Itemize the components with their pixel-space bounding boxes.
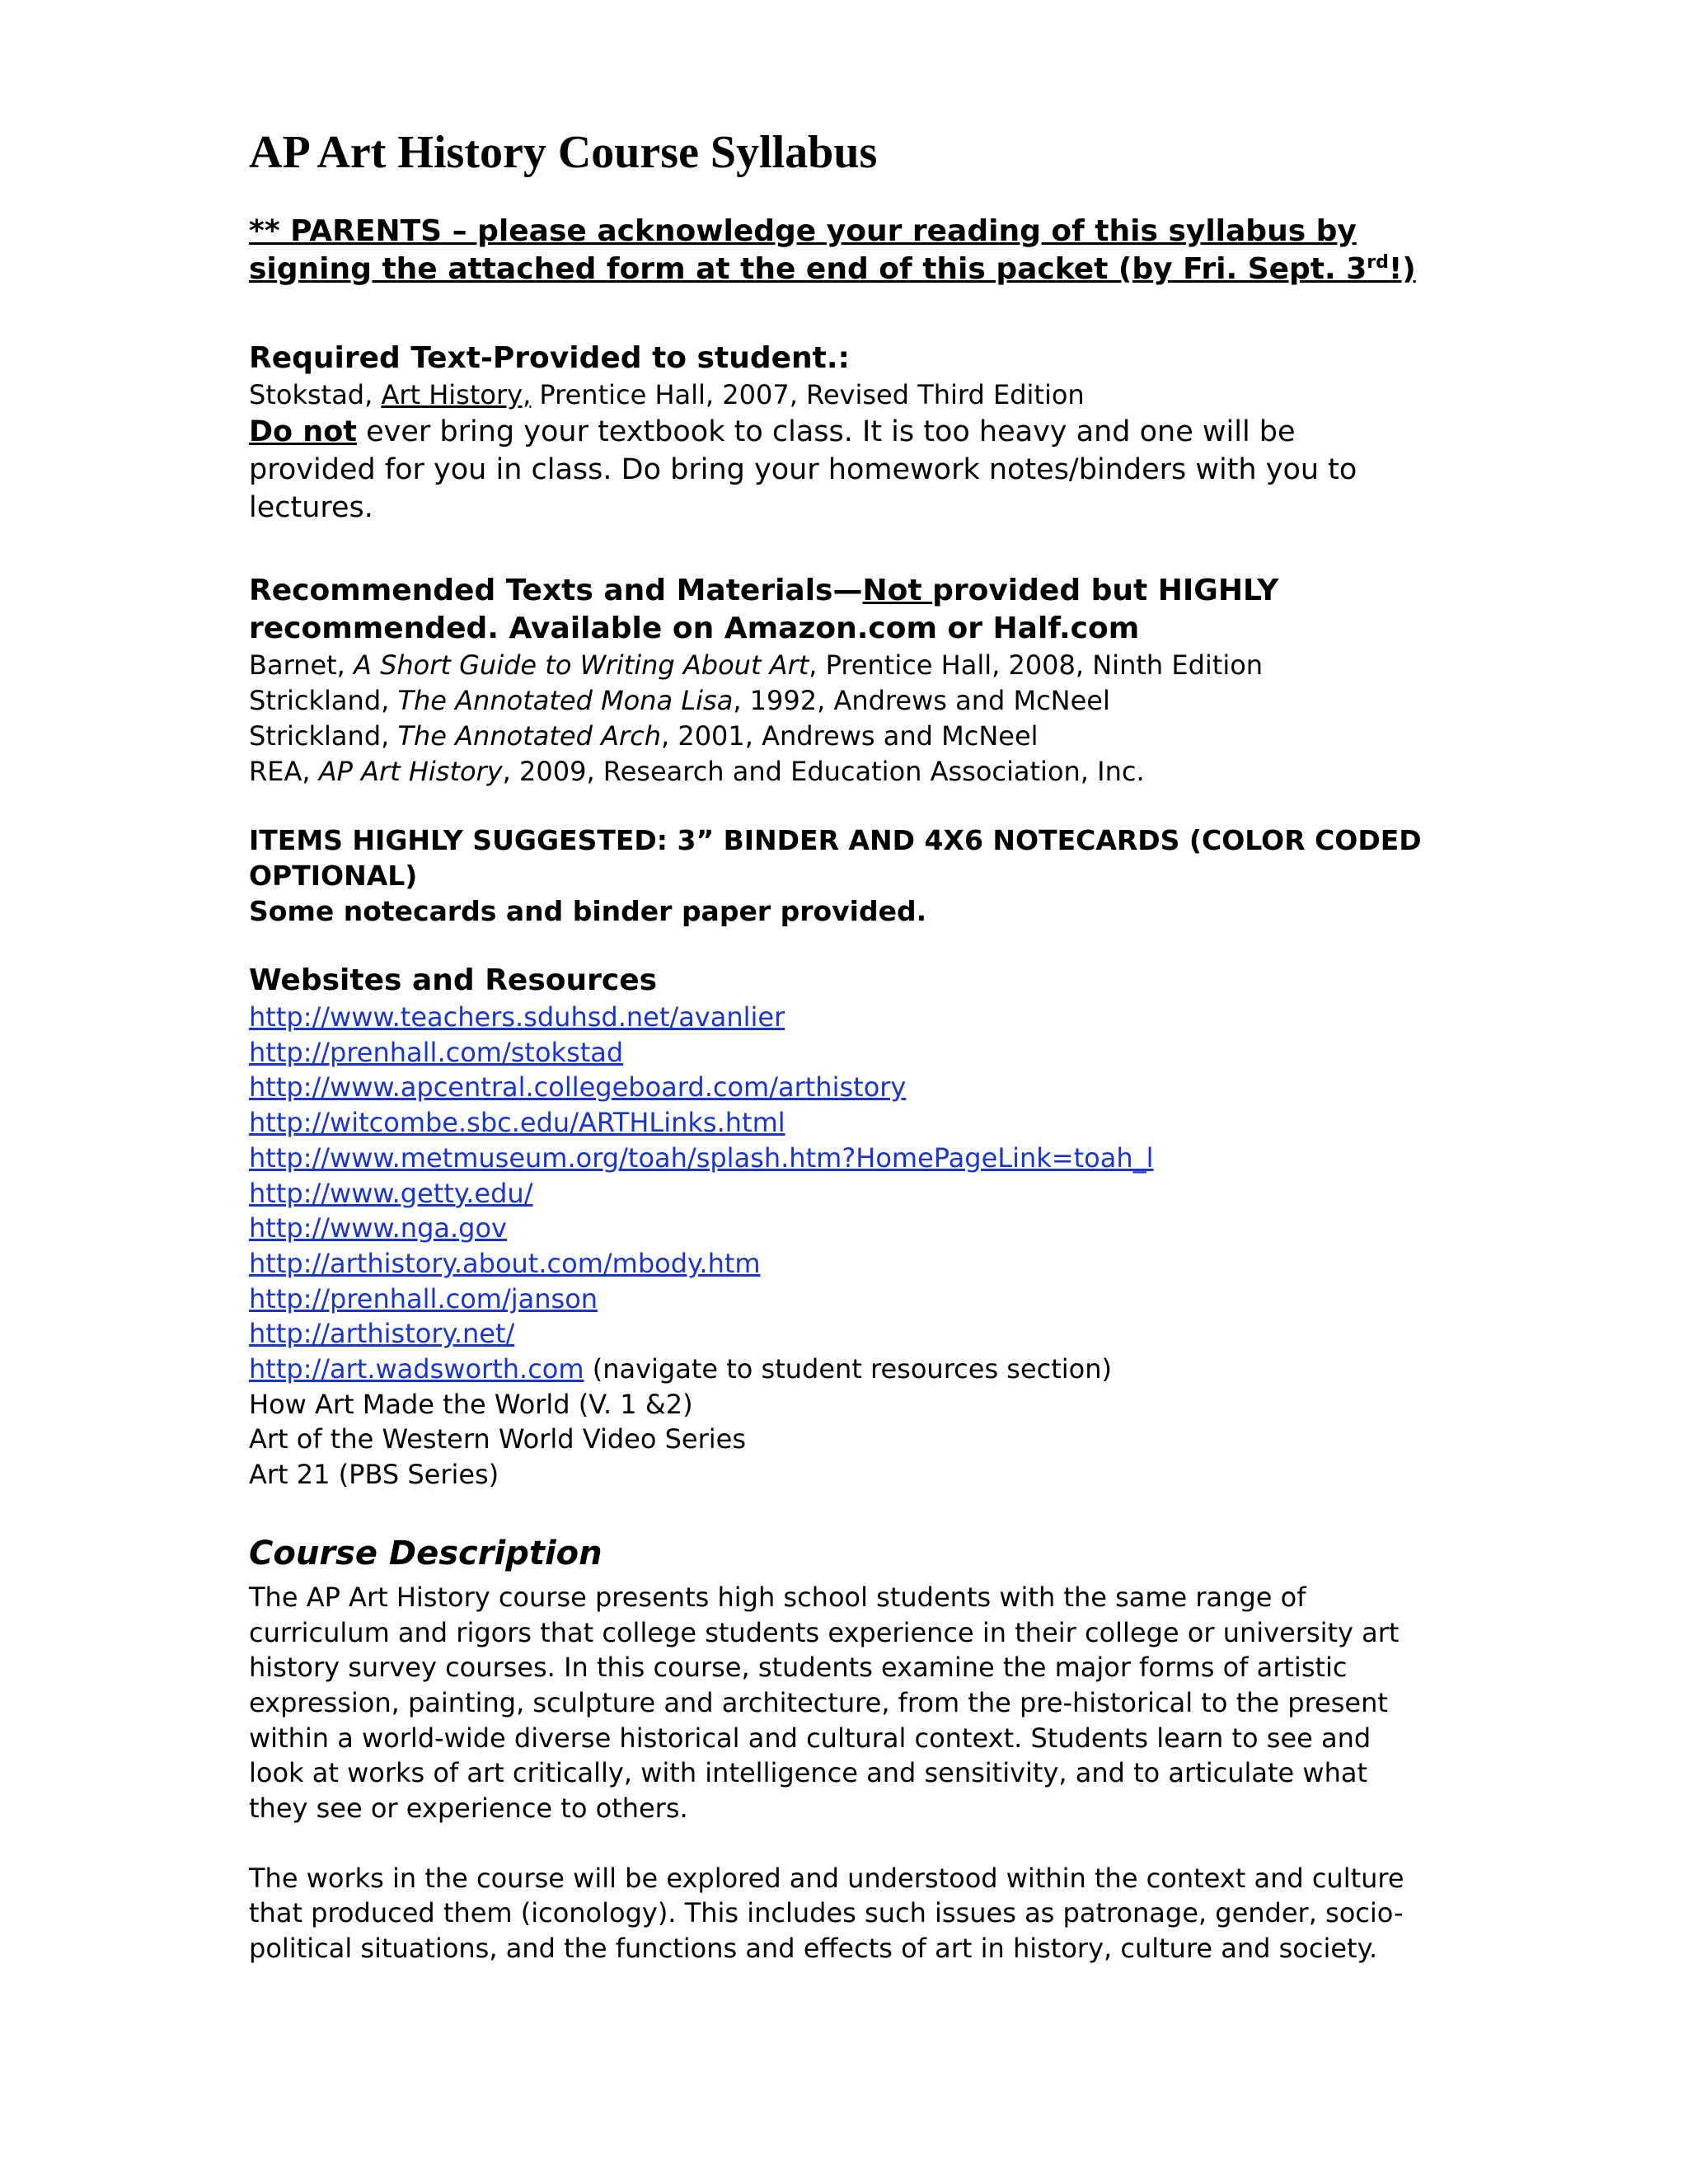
- resource-link[interactable]: http://prenhall.com/janson: [249, 1282, 598, 1315]
- recommended-heading: [249, 572, 1428, 648]
- required-text-heading: Required Text-Provided to student.:: [249, 341, 850, 375]
- recommended-not: Not: [862, 574, 933, 607]
- do-not-emphasis: Do not: [249, 415, 357, 448]
- parents-notice-text: ** PARENTS – please acknowledge your reading of this syllabus by signing the attached form at the end of this packet (by Fri. Sept. 3: [249, 214, 1367, 286]
- items-provided: Some notecards and binder paper provided.: [249, 895, 927, 927]
- required-text-citation: [249, 377, 1428, 413]
- resource-link[interactable]: http://prenhall.com/stokstad: [249, 1036, 624, 1068]
- book-citation: REA, AP Art History, 2009, Research and Education Association, Inc.: [249, 756, 1145, 787]
- resource-link[interactable]: http://www.nga.gov: [249, 1212, 507, 1244]
- resource-item: How Art Made the World (V. 1 &2): [249, 1388, 693, 1420]
- textbook-note-text: ever bring your textbook to class. It is too heavy and one will be provided for you in class. Do bring your homework notes/binders with you to lectures.: [249, 415, 1357, 524]
- course-description-para: The AP Art History course presents high school students with the same range of curriculum and rigors that college students experience in their college or university art history survey courses. In this course, students examine the major forms of artistic expression, painting, sculpture and architecture, from the pre-historical to the present within a world-wide diverse historical and cultural context. Students learn to see and look at works of art critically, with intelligence and sensitivity, and to articulate what they see or experience to others.: [249, 1581, 1400, 1825]
- resource-link[interactable]: http://www.getty.edu/: [249, 1177, 533, 1209]
- resource-link[interactable]: http://witcombe.sbc.edu/ARTHLinks.html: [249, 1107, 785, 1139]
- resource-link[interactable]: http://www.apcentral.collegeboard.com/arthistory: [249, 1071, 907, 1104]
- book-citation: Strickland, The Annotated Mona Lisa, 1992, Andrews and McNeel: [249, 685, 1110, 716]
- resource-item: Art 21 (PBS Series): [249, 1459, 499, 1491]
- parents-notice: [249, 213, 1428, 288]
- items-suggested: ITEMS HIGHLY SUGGESTED: 3” BINDER AND 4X6 NOTECARDS (COLOR CODED OPTIONAL): [249, 824, 1422, 892]
- required-author: Stokstad,: [249, 379, 382, 410]
- resource-link[interactable]: http://arthistory.net/: [249, 1318, 515, 1350]
- course-description-para: The works in the course will be explored and understood within the context and culture that produced them (iconology). This includes such issues as patronage, gender, socio-political situations, and the functions and effects of art in history, culture and society.: [249, 1862, 1404, 1965]
- websites-heading: Websites and Resources: [249, 963, 658, 997]
- syllabus-page: [249, 124, 1428, 1966]
- required-book-title: Art History,: [381, 379, 532, 410]
- wadsworth-line: [249, 1352, 1428, 1387]
- parents-notice-suffix: !): [1388, 252, 1416, 286]
- textbook-note: [249, 413, 1428, 527]
- resource-item: Art of the Western World Video Series: [249, 1423, 746, 1455]
- resource-link[interactable]: http://www.metmuseum.org/toah/splash.htm?HomePageLink=toah_l: [249, 1141, 1154, 1174]
- book-citation: Strickland, The Annotated Arch, 2001, Andrews and McNeel: [249, 720, 1039, 752]
- recommended-heading-part2: provided but HIGHLY recommended. Available on Amazon.com or Half.com: [249, 574, 1279, 645]
- parents-notice-sup: rd: [1367, 252, 1389, 273]
- course-description-heading: Course Description: [249, 1534, 603, 1572]
- wadsworth-link[interactable]: http://art.wadsworth.com: [249, 1353, 584, 1385]
- resource-link[interactable]: http://arthistory.about.com/mbody.htm: [249, 1247, 761, 1279]
- recommended-heading-part1: Recommended Texts and Materials—: [249, 574, 863, 607]
- page-title: AP Art History Course Syllabus: [249, 127, 878, 178]
- book-citation: Barnet, A Short Guide to Writing About Art, Prentice Hall, 2008, Ninth Edition: [249, 649, 1264, 681]
- resource-link[interactable]: http://www.teachers.sduhsd.net/avanlier: [249, 1001, 785, 1033]
- wadsworth-note: (navigate to student resources section): [584, 1353, 1113, 1385]
- required-details: Prentice Hall, 2007, Revised Third Edition: [531, 379, 1085, 410]
